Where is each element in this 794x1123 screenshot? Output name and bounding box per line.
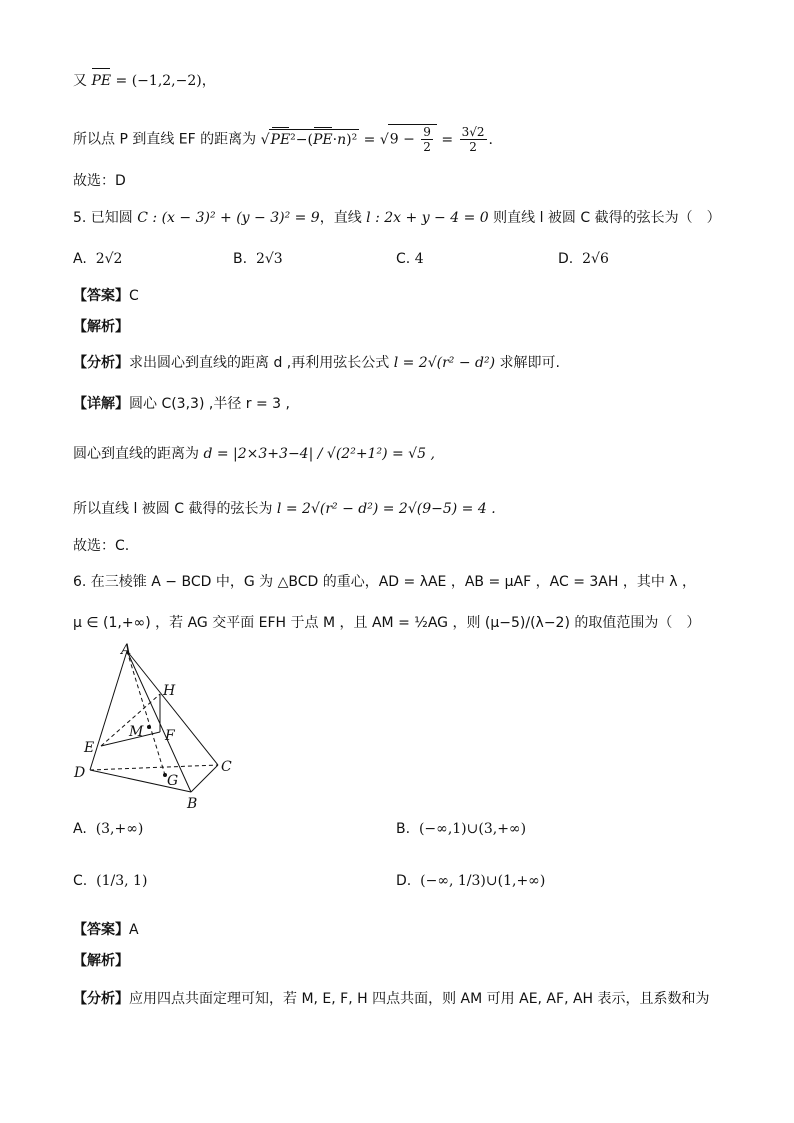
q5-choose: 故选：C. (73, 538, 130, 554)
option-text: (3,+∞) (95, 821, 144, 837)
option-text: 2√3 (255, 251, 283, 267)
q6-option-a (73, 821, 143, 837)
distance-prefix: 圆心到直线的距离为 (73, 446, 199, 462)
distance-formula: √PE²−(PE·n)² = √9 − $\frac{9}{2}$ = $\frac{3√2}{2}$ . (260, 125, 493, 154)
fenxi-label: 【分析】 (73, 991, 129, 1007)
q6-stem-line-2: μ ∈ (1,+∞) ，若 AG 交平面 EFH 于点 M ，且 AM = ½AG ，则 (μ−5)/(λ−2) 的取值范围为（ ） (73, 615, 701, 631)
prev-choice: 故选：D (73, 173, 126, 189)
prev-prefix: 又 (73, 73, 87, 89)
option-key: B. (396, 821, 411, 837)
detail-label: 【详解】 (73, 396, 129, 412)
answer-label: 【答案】 (73, 922, 129, 938)
q5-line-equation: l : 2x + y − 4 = 0 (366, 210, 489, 226)
q5-stem-c: 则直线 l 被圆 C 截得的弦长为（ ） (493, 210, 721, 226)
q5-stem-b: ，直线 (319, 210, 362, 226)
q6-option-b (396, 821, 526, 837)
point-M (147, 725, 151, 729)
distance-expression: d = |2×3+3−4| / √(2²+1²) = √5 , (203, 446, 435, 462)
q5-chord-line (73, 499, 496, 519)
edge-BC (191, 765, 218, 792)
q6-option-c (73, 873, 147, 889)
label-E: E (84, 740, 95, 756)
prev-line-2 (73, 124, 493, 154)
analysis-label: 【解析】 (73, 319, 129, 335)
option-key: A. (73, 251, 87, 267)
edge-DC-hidden (90, 765, 218, 770)
option-key: D. (396, 873, 412, 889)
prev-vector-expression: PE = (−1,2,−2)， (91, 73, 216, 89)
option-text: 2√6 (582, 251, 609, 267)
q6-stem-line-1: 6. 在三棱锥 A − BCD 中，G 为 △BCD 的重心，AD = λAE ，AB = μAF ，AC = 3AH ，其中 λ ， (73, 574, 697, 590)
label-G: G (167, 773, 179, 789)
segment-AG-hidden (127, 651, 165, 775)
label-C: C (221, 759, 232, 775)
chord-formula: l = 2√(r² − d²) (393, 355, 496, 371)
label-A: A (121, 642, 132, 658)
edge-AB (127, 651, 191, 792)
label-D: D (74, 765, 86, 781)
q5-circle-equation: C : (x − 3)² + (y − 3)² = 9 (137, 210, 320, 226)
q5-option-d (558, 251, 609, 267)
option-key: D. (558, 251, 574, 267)
detail-text: 圆心 C(3,3) ,半径 r = 3 , (129, 396, 290, 412)
label-H: H (163, 683, 176, 699)
answer-value: C (129, 288, 139, 304)
answer-label: 【答案】 (73, 288, 129, 304)
option-text: (−∞,1)∪(3,+∞) (418, 821, 527, 837)
prev-distance-prefix: 所以点 P 到直线 EF 的距离为 (73, 131, 257, 148)
q5-stem-a: 5. 已知圆 (73, 210, 133, 226)
fenxi-text: 求出圆心到直线的距离 d ,再利用弦长公式 (129, 355, 390, 371)
edge-AD (90, 651, 127, 770)
chord-prefix: 所以直线 l 被圆 C 截得的弦长为 (73, 501, 273, 517)
q6-fenxi (73, 989, 710, 1009)
q5-option-c (396, 251, 424, 267)
q6-answer (73, 920, 139, 940)
q6-analysis-label (73, 951, 129, 971)
option-text: 2√2 (95, 251, 123, 267)
label-F: F (165, 728, 175, 744)
q5-answer (73, 286, 139, 306)
option-text: (−∞, 1/3)∪(1,+∞) (420, 873, 546, 889)
option-key: C. (73, 873, 88, 889)
option-key: B. (233, 251, 248, 267)
fenxi-text: 应用四点共面定理可知，若 M, E, F, H 四点共面，则 AM 可用 AE, AF, AH 表示，且系数和为 (129, 991, 710, 1007)
q5-detail (73, 394, 290, 414)
chord-expression: l = 2√(r² − d²) = 2√(9−5) = 4 . (276, 501, 496, 517)
label-M: M (129, 724, 144, 740)
q5-fenxi (73, 353, 560, 373)
option-key: A. (73, 821, 87, 837)
tetrahedron-figure (66, 640, 246, 815)
label-B: B (187, 796, 198, 812)
q5-analysis-label (73, 317, 129, 337)
edge-AC (127, 651, 218, 765)
fenxi-text-end: 求解即可. (499, 355, 560, 371)
analysis-label: 【解析】 (73, 953, 129, 969)
q5-option-a (73, 251, 122, 267)
q5-distance-line (73, 444, 435, 464)
fenxi-label: 【分析】 (73, 355, 129, 371)
option-key: C. (396, 251, 411, 267)
option-text: (1/3, 1) (96, 873, 148, 889)
q5-option-b (233, 251, 283, 267)
q5-stem (73, 208, 721, 228)
answer-value: A (129, 922, 139, 938)
prev-line-1 (73, 71, 216, 91)
option-text: 4 (414, 251, 424, 267)
q6-option-d (396, 873, 545, 889)
